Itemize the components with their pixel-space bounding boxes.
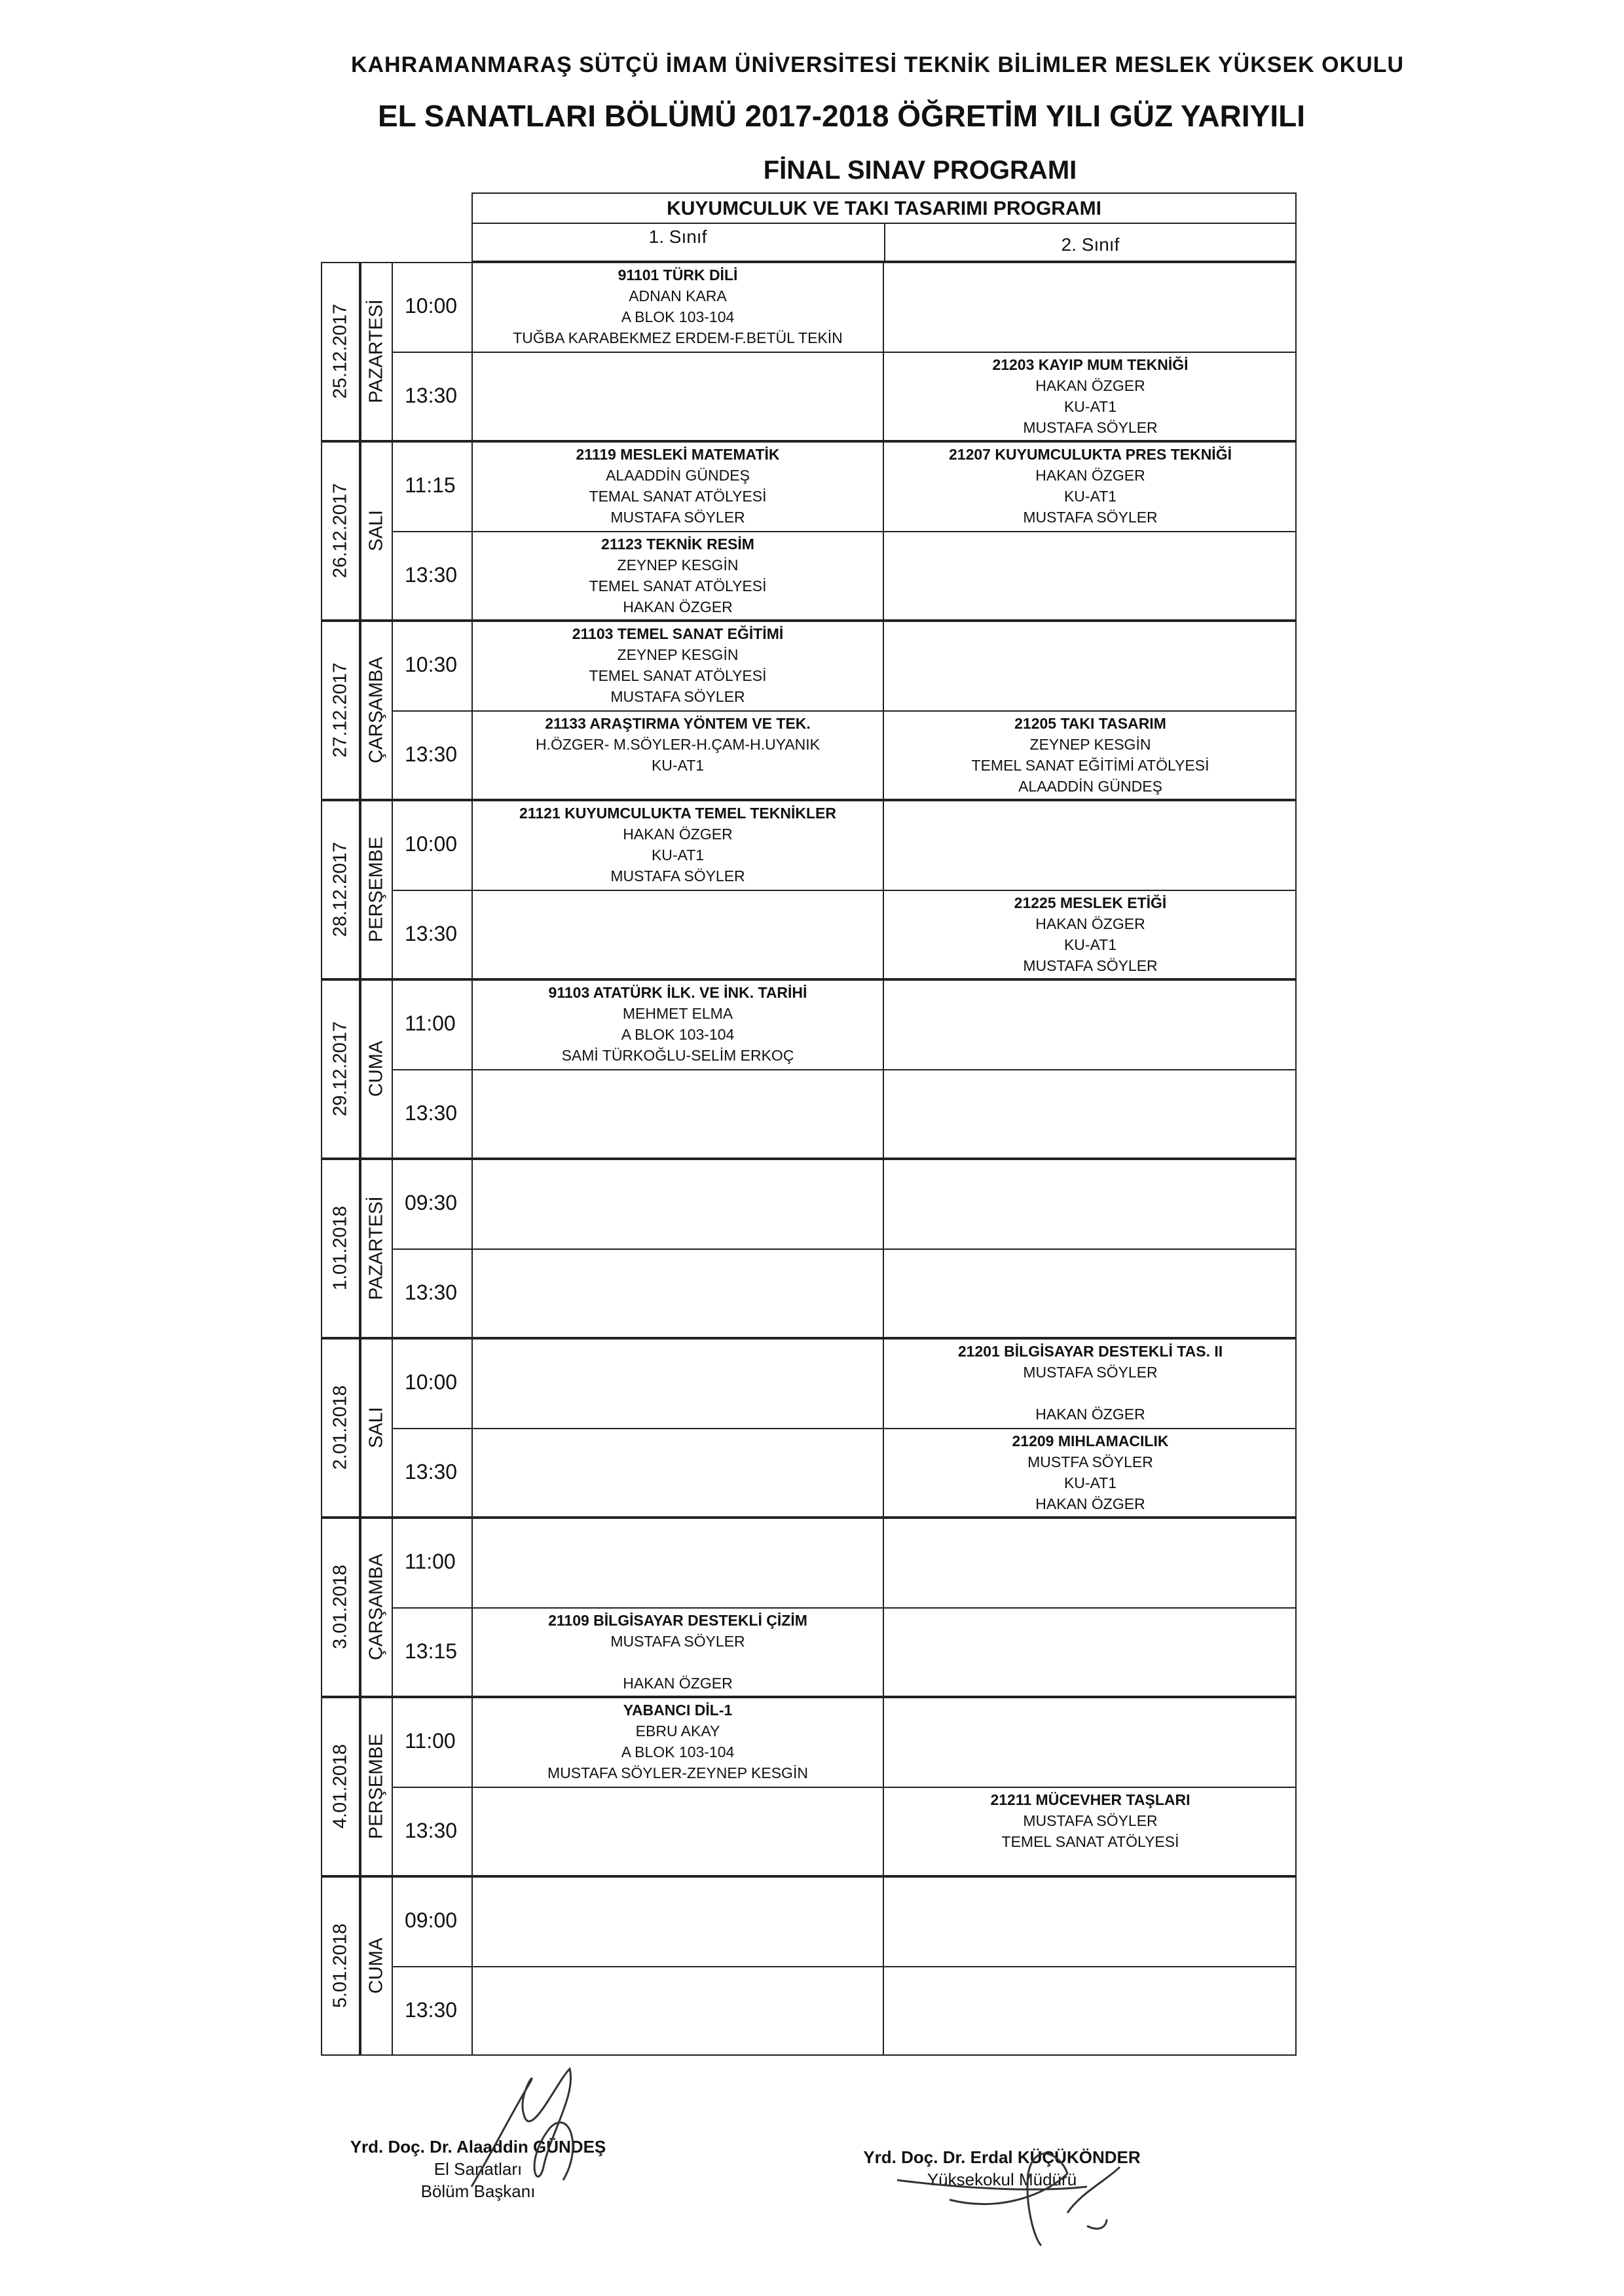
exam-entry-class1	[471, 982, 884, 1066]
exam-time: 13:30	[405, 1280, 458, 1304]
exam-time: 10:30	[405, 652, 458, 676]
exam-detail: EBRU AKAY	[635, 1722, 720, 1740]
exam-detail: MUSTAFA SÖYLER	[610, 1633, 745, 1650]
signer-role: Bölüm Başkanı	[420, 2181, 536, 2201]
slot-divider	[393, 1787, 1297, 1788]
institution-title: KAHRAMANMARAŞ SÜTÇÜ İMAM ÜNİVERSİTESİ TEKNİK BİLİMLER MESLEK YÜKSEK OKULU	[350, 52, 1405, 77]
course-title: YABANCI DİL-1	[623, 1702, 733, 1719]
exam-detail: MUSTAFA SÖYLER	[610, 688, 745, 705]
exam-time: 13:30	[405, 1459, 458, 1484]
course-title: 21211 MÜCEVHER TAŞLARI	[990, 1791, 1190, 1808]
course-title: 21209 MIHLAMACILIK	[1012, 1432, 1169, 1449]
exam-detail: MUSTAFA SÖYLER	[1023, 1364, 1158, 1381]
exam-date: 5.01.2018	[329, 1923, 351, 2009]
exam-detail: ALAADDİN GÜNDEŞ	[606, 467, 750, 484]
exam-day: SALI	[365, 510, 387, 551]
course-title: 21133 ARAŞTIRMA YÖNTEM VE TEK.	[545, 715, 811, 732]
exam-day: CUMA	[365, 1040, 387, 1097]
exam-detail: ZEYNEP KESGİN	[1029, 736, 1151, 753]
course-title: 91101 TÜRK DİLİ	[618, 266, 738, 283]
class1-label: 1. Sınıf	[648, 227, 707, 247]
exam-date: 25.12.2017	[329, 303, 351, 399]
exam-detail: MUSTAFA SÖYLER-ZEYNEP KESGİN	[547, 1764, 808, 1781]
class2-label: 2. Sınıf	[1061, 234, 1120, 255]
exam-detail: A BLOK 103-104	[621, 1026, 735, 1043]
exam-detail: TEMEL SANAT EĞİTİMİ ATÖLYESİ	[971, 757, 1209, 774]
exam-entry-class1	[471, 444, 884, 528]
slot-divider	[393, 531, 1297, 532]
exam-entry-class1	[471, 1610, 884, 1694]
exam-detail: H.ÖZGER- M.SÖYLER-H.ÇAM-H.UYANIK	[535, 736, 821, 753]
exam-date: 29.12.2017	[329, 1021, 351, 1117]
exam-time: 13:30	[405, 383, 458, 407]
exam-time: 11:15	[405, 473, 456, 497]
exam-day: ÇARŞAMBA	[365, 657, 387, 763]
exam-time: 11:00	[405, 1728, 456, 1753]
exam-detail: MUSTAFA SÖYLER	[1023, 1812, 1158, 1829]
course-title: 91103 ATATÜRK İLK. VE İNK. TARİHİ	[548, 984, 807, 1001]
exam-date: 4.01.2018	[329, 1744, 351, 1829]
signer-unit: El Sanatları	[434, 2159, 523, 2179]
exam-detail	[884, 1383, 1297, 1404]
exam-detail: ZEYNEP KESGİN	[617, 646, 739, 663]
exam-detail: HAKAN ÖZGER	[623, 598, 733, 615]
exam-detail: KU-AT1	[651, 847, 705, 864]
exam-detail: MUSTAFA SÖYLER	[1023, 509, 1158, 526]
exam-detail: MUSTAFA SÖYLER	[1023, 957, 1158, 974]
exam-day: PERŞEMBE	[365, 836, 387, 943]
exam-detail: KU-AT1	[651, 757, 705, 774]
exam-time: 09:30	[405, 1190, 458, 1214]
exam-entry-class1	[471, 623, 884, 707]
exam-time: 10:00	[405, 1370, 458, 1394]
slot-divider	[393, 1607, 1297, 1609]
exam-detail: TUĞBA KARABEKMEZ ERDEM-F.BETÜL TEKİN	[513, 329, 843, 346]
course-title: 21203 KAYIP MUM TEKNİĞİ	[992, 356, 1189, 373]
course-title: 21205 TAKI TASARIM	[1014, 715, 1166, 732]
exam-detail: A BLOK 103-104	[621, 1743, 735, 1760]
exam-time: 13:30	[405, 1818, 458, 1842]
exam-detail: MEHMET ELMA	[622, 1005, 733, 1022]
exam-detail: HAKAN ÖZGER	[1035, 467, 1145, 484]
exam-entry-class2	[884, 713, 1297, 797]
course-title: 21201 BİLGİSAYAR DESTEKLİ TAS. II	[957, 1343, 1223, 1360]
exam-entry-class1	[471, 264, 884, 348]
exam-detail: MUSTAFA SÖYLER	[1023, 419, 1158, 436]
exam-time: 13:30	[405, 921, 458, 945]
exam-detail: KU-AT1	[1063, 1474, 1117, 1491]
exam-detail: ADNAN KARA	[629, 287, 727, 304]
exam-detail: TEMEL SANAT ATÖLYESİ	[1001, 1833, 1179, 1850]
exam-entry-class1	[471, 713, 884, 776]
exam-time: 13:30	[405, 562, 458, 587]
signature-scribble-right	[871, 2115, 1166, 2259]
exam-entry-class1	[471, 803, 884, 886]
slot-divider	[393, 1069, 1297, 1070]
exam-date: 26.12.2017	[329, 483, 351, 579]
exam-detail: MUSTAFA SÖYLER	[610, 867, 745, 884]
signer-name: Yrd. Doç. Dr. Erdal KÜÇÜKÖNDER	[863, 2147, 1141, 2167]
exam-entry-class2	[884, 444, 1297, 528]
exam-date: 28.12.2017	[329, 841, 351, 938]
exam-entry-class1	[471, 534, 884, 617]
slot-divider	[393, 352, 1297, 353]
department-title: EL SANATLARI BÖLÜMÜ 2017-2018 ÖĞRETİM YILI GÜZ YARIYILI	[377, 99, 1306, 133]
slot-divider	[393, 1966, 1297, 1967]
course-title: 21119 MESLEKİ MATEMATİK	[576, 446, 780, 463]
course-title: 21103 TEMEL SANAT EĞİTİMİ	[572, 625, 784, 642]
exam-detail: HAKAN ÖZGER	[1035, 915, 1145, 932]
exam-date: 1.01.2018	[329, 1206, 351, 1291]
exam-time: 11:00	[405, 1549, 456, 1573]
exam-entry-class2	[884, 1789, 1297, 1852]
exam-detail: SAMİ TÜRKOĞLU-SELİM ERKOÇ	[561, 1047, 794, 1064]
slot-divider	[393, 1428, 1297, 1429]
exam-time: 09:00	[405, 1908, 458, 1932]
exam-detail: KU-AT1	[1063, 488, 1117, 505]
exam-day: PAZARTESİ	[365, 1196, 387, 1300]
exam-detail	[471, 1652, 884, 1673]
exam-detail: TEMAL SANAT ATÖLYESİ	[589, 488, 767, 505]
exam-time: 13:30	[405, 1101, 458, 1125]
exam-detail: MUSTFA SÖYLER	[1027, 1453, 1153, 1470]
exam-detail: KU-AT1	[1063, 936, 1117, 953]
signer-name: Yrd. Doç. Dr. Alaaddin GÜNDEŞ	[350, 2137, 606, 2157]
exam-program-title: FİNAL SINAV PROGRAMI	[763, 156, 1077, 185]
exam-time: 11:00	[405, 1011, 456, 1035]
exam-entry-class2	[884, 1341, 1297, 1425]
exam-time: 10:00	[405, 293, 458, 318]
exam-detail: TEMEL SANAT ATÖLYESİ	[589, 577, 767, 594]
exam-time: 13:15	[405, 1639, 458, 1663]
exam-detail: HAKAN ÖZGER	[1035, 377, 1145, 394]
exam-detail: HAKAN ÖZGER	[1035, 1406, 1145, 1423]
slot-divider	[393, 890, 1297, 891]
course-title: 21109 BİLGİSAYAR DESTEKLİ ÇİZİM	[548, 1612, 807, 1629]
slot-divider	[393, 1248, 1297, 1250]
exam-detail: MUSTAFA SÖYLER	[610, 509, 745, 526]
exam-entry-class2	[884, 354, 1297, 438]
exam-entry-class2	[884, 892, 1297, 976]
exam-time: 10:00	[405, 831, 458, 856]
exam-day: ÇARŞAMBA	[365, 1554, 387, 1660]
exam-day: PAZARTESİ	[365, 299, 387, 403]
exam-detail: KU-AT1	[1063, 398, 1117, 415]
signature-scribble-left	[445, 2056, 616, 2213]
exam-entry-class1	[471, 1700, 884, 1783]
exam-date: 27.12.2017	[329, 662, 351, 758]
exam-detail: HAKAN ÖZGER	[623, 826, 733, 843]
exam-detail: HAKAN ÖZGER	[623, 1675, 733, 1692]
exam-detail: HAKAN ÖZGER	[1035, 1495, 1145, 1512]
exam-day: SALI	[365, 1407, 387, 1448]
exam-schedule-table	[321, 189, 1303, 2061]
program-name: KUYUMCULUK VE TAKI TASARIMI PROGRAMI	[667, 198, 1101, 219]
exam-time: 13:30	[405, 742, 458, 766]
exam-day: CUMA	[365, 1937, 387, 1994]
course-title: 21207 KUYUMCULUKTA PRES TEKNİĞİ	[949, 446, 1232, 463]
exam-entry-class2	[884, 1430, 1297, 1514]
exam-day: PERŞEMBE	[365, 1733, 387, 1840]
exam-time: 13:30	[405, 1997, 458, 2022]
slot-divider	[393, 710, 1297, 712]
exam-detail: A BLOK 103-104	[621, 308, 735, 325]
course-title: 21225 MESLEK ETİĞİ	[1014, 894, 1167, 911]
course-title: 21123 TEKNİK RESİM	[601, 536, 754, 553]
signer-role: Yüksekokul Müdürü	[927, 2170, 1077, 2189]
exam-detail: TEMEL SANAT ATÖLYESİ	[589, 667, 767, 684]
exam-detail: ALAADDİN GÜNDEŞ	[1018, 778, 1162, 795]
course-title: 21121 KUYUMCULUKTA TEMEL TEKNİKLER	[519, 805, 836, 822]
exam-date: 3.01.2018	[329, 1565, 351, 1650]
exam-date: 2.01.2018	[329, 1385, 351, 1470]
exam-detail: ZEYNEP KESGİN	[617, 556, 739, 574]
